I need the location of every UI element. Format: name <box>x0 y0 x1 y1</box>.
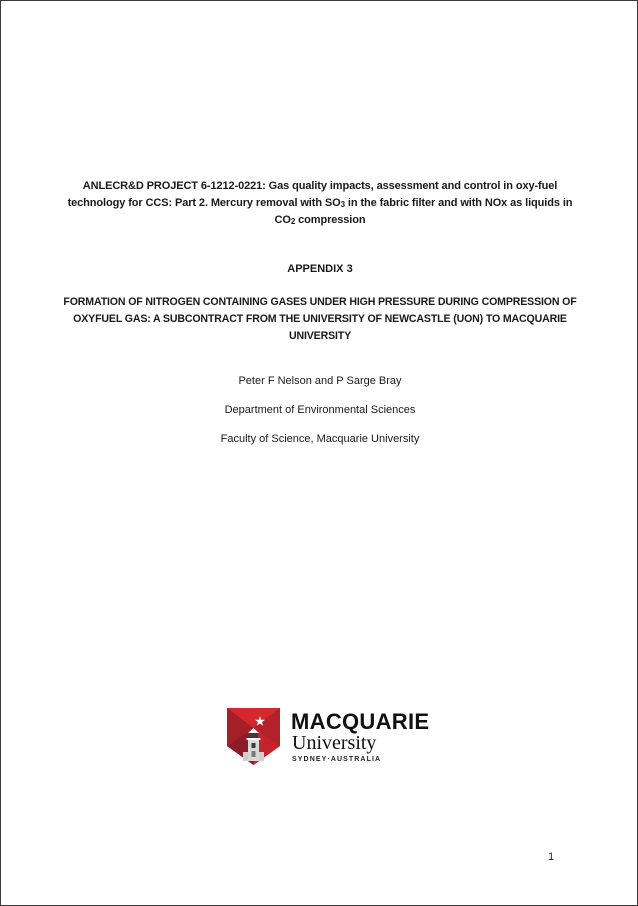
project-title-part1: ANLECR&D PROJECT 6-1212-0221: Gas quality impacts, assessment and control in oxy-fuel technology for CCS: Part 2. Mercury removal with SO <box>67 180 558 209</box>
department: Department of Environmental Sciences <box>224 404 416 416</box>
university-crest-icon <box>227 708 280 765</box>
project-title-part2: in the fabric filter and with NOx as liquids in CO <box>274 197 573 226</box>
subcontract-title: FORMATION OF NITROGEN CONTAINING GASES UNDER HIGH PRESSURE DURING COMPRESSION OF OXYFUEL GAS: A SUBCONTRACT FROM THE UNIVERSITY OF NEWCASTLE (UON) TO MACQUARIE UNIVERSITY <box>63 296 577 342</box>
so3-subscript: 3 <box>340 200 345 209</box>
faculty: Faculty of Science, Macquarie University <box>220 433 420 445</box>
page-number: 1 <box>547 851 555 863</box>
authors: Peter F Nelson and P Sarge Bray <box>238 375 402 387</box>
macquarie-university-logo <box>227 708 430 768</box>
co2-subscript: 2 <box>290 217 296 226</box>
logo-location: SYDNEY·AUSTRALIA <box>292 756 382 763</box>
project-title <box>61 178 579 229</box>
logo-subname: University <box>292 732 377 754</box>
appendix-heading: APPENDIX 3 <box>287 263 353 275</box>
logo-name: MACQUARIE <box>291 709 430 734</box>
project-title-part3: compression <box>295 214 366 226</box>
